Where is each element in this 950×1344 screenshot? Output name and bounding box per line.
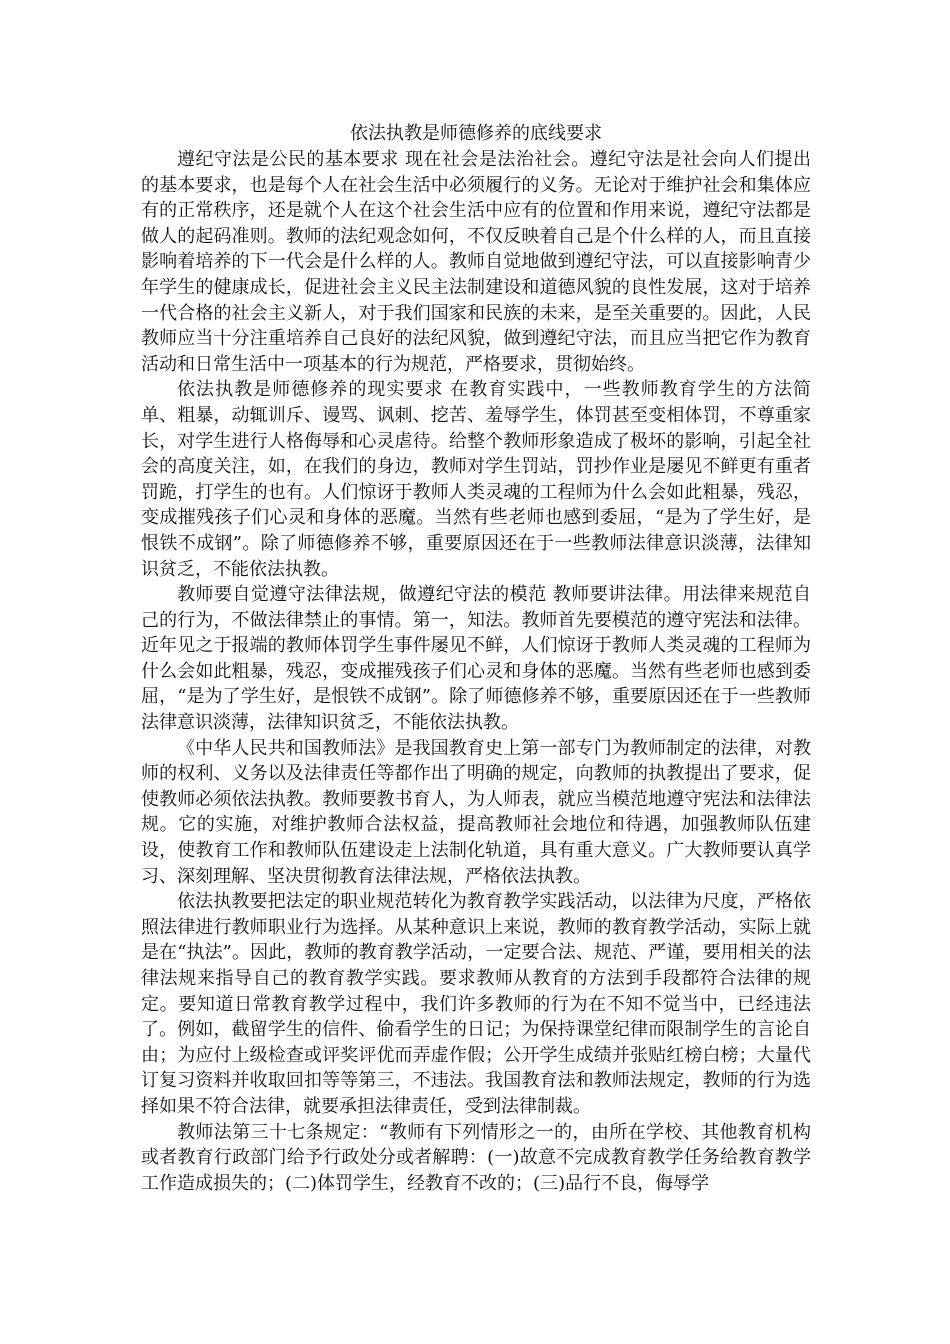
paragraph-2: 依法执教是师德修养的现实要求 在教育实践中，一些教师教育学生的方法简单、粗暴，动辄训斥、谩骂、讽刺、挖苦、羞辱学生，体罚甚至变相体罚，不尊重家长，对学生进行人格侮辱和心灵虐待。给整个教师形象造成了极坏的影响，引起全社会的高度关注，如，在我们的身边，教师对学生罚站，罚抄作业是屡见不鲜更有重者罚跪，打学生的也有。人们惊讶于教师人类灵魂的工程师为什么会如此粗暴，残忍，变成摧残孩子们心灵和身体的恶魔。当然有些老师也感到委屈，“是为了学生好，是恨铁不成钢”。除了师德修养不够，重要原因还在于一些教师法律意识淡薄，法律知识贫乏，不能依法执教。 xyxy=(141,379,811,580)
paragraph-6: 教师法第三十七条规定：“教师有下列情形之一的，由所在学校、其他教育机构或者教育行政部门给予行政处分或者解聘：(一)故意不完成教育教学任务给教育教学工作造成损失的；(二)体罚学生，经教育不改的；(三)品行不良，侮辱学 xyxy=(141,1121,811,1194)
document-page xyxy=(141,120,811,1196)
paragraph-5: 依法执教要把法定的职业规范转化为教育教学实践活动，以法律为尺度，严格依照法律进行教师职业行为选择。从某种意识上来说，教师的教育教学活动，实际上就是在“执法”。因此，教师的教育教学活动，一定要合法、规范、严谨，要用相关的法律法规来指导自己的教育教学实践。要求教师从教育的方法到手段都符合法律的规定。要知道日常教育教学过程中，我们许多教师的行为在不知不觉当中，已经违法了。例如，截留学生的信件、偷看学生的日记；为保持课堂纪律而限制学生的言论自由；为应付上级检查或评奖评优而弄虚作假；公开学生成绩并张贴红榜白榜；大量代订复习资料并收取回扣等等第三，不违法。我国教育法和教师法规定，教师的行为选择如果不符合法律，就要承担法律责任，受到法律制裁。 xyxy=(141,891,811,1117)
paragraph-3: 教师要自觉遵守法律法规，做遵纪守法的模范 教师要讲法律。用法律来规范自己的行为，不做法律禁止的事情。第一，知法。教师首先要模范的遵守宪法和法律。近年见之于报端的教师体罚学生事件屡见不鲜，人们惊讶于教师人类灵魂的工程师为什么会如此粗暴，残忍，变成摧残孩子们心灵和身体的恶魔。当然有些老师也感到委屈，“是为了学生好，是恨铁不成钢”。除了师德修养不够，重要原因还在于一些教师法律意识淡薄，法律知识贫乏，不能依法执教。 xyxy=(141,584,811,734)
paragraph-4: 《中华人民共和国教师法》是我国教育史上第一部专门为教师制定的法律，对教师的权利、义务以及法律责任等都作出了明确的规定，向教师的执教提出了要求，促使教师必须依法执教。教师要教书育人，为人师表，就应当模范地遵守宪法和法律法规。它的实施，对维护教师合法权益，提高教师社会地位和待遇，加强教师队伍建设，使教育工作和教师队伍建设走上法制化轨道，具有重大意义。广大教师要认真学习、深刻理解、坚决贯彻教育法律法规，严格依法执教。 xyxy=(141,737,811,887)
paragraph-1: 遵纪守法是公民的基本要求 现在社会是法治社会。遵纪守法是社会向人们提出的基本要求，也是每个人在社会生活中必须履行的义务。无论对于维护社会和集体应有的正常秩序，还是就个人在这个社会生活中应有的位置和作用来说，遵纪守法都是做人的起码准则。教师的法纪观念如何，不仅反映着自己是个什么样的人，而且直接影响着培养的下一代会是什么样的人。教师自觉地做到遵纪守法，可以直接影响青少年学生的健康成长，促进社会主义民主法制建设和道德风貌的良性发展，这对于培养一代合格的社会主义新人，对于我们国家和民族的未来，是至关重要的。因此，人民教师应当十分注重培养自己良好的法纪风貌，做到遵纪守法，而且应当把它作为教育活动和日常生活中一项基本的行为规范，严格要求，贯彻始终。 xyxy=(141,149,811,375)
document-title: 依法执教是师德修养的底线要求 xyxy=(350,123,602,144)
